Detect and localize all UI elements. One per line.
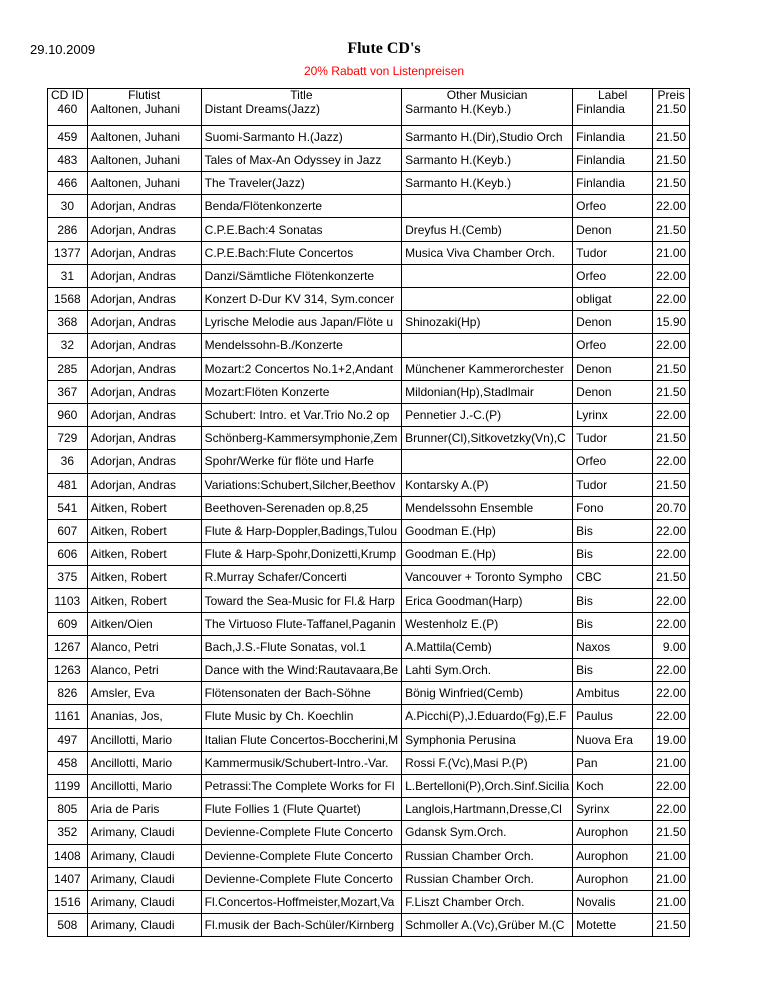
cell-flutist: Amsler, Eva — [87, 682, 201, 705]
report-date: 29.10.2009 — [30, 42, 96, 57]
table-row — [48, 635, 690, 658]
cell-cd-id: 31 — [48, 264, 88, 287]
cell-label: Bis — [573, 612, 653, 635]
cell-cd-id: 960 — [48, 403, 88, 426]
cell-flutist: Adorjan, Andras — [87, 473, 201, 496]
cell-cd-id: 459 — [48, 125, 88, 148]
cell-label: Novalis — [573, 890, 653, 913]
cell-flutist: Adorjan, Andras — [87, 288, 201, 311]
cell-other-musician: Musica Viva Chamber Orch. — [402, 241, 573, 264]
cell-label: Orfeo — [573, 334, 653, 357]
cell-cd-id: 466 — [48, 172, 88, 195]
table-row — [48, 890, 690, 913]
cell-flutist: Adorjan, Andras — [87, 450, 201, 473]
cell-label: Finlandia — [573, 148, 653, 171]
cell-label: Syrinx — [573, 798, 653, 821]
table-row — [48, 774, 690, 797]
cell-other-musician: Mildonian(Hp),Stadlmair — [402, 380, 573, 403]
cell-preis: 22.00 — [653, 659, 690, 682]
cell-other-musician: Gdansk Sym.Orch. — [402, 821, 573, 844]
cell-cd-id: 458 — [48, 751, 88, 774]
cell-preis: 19.00 — [653, 728, 690, 751]
cell-cd-id: 368 — [48, 311, 88, 334]
cell-cd-id: 460 — [48, 102, 88, 125]
cell-title: Mozart:Flöten Konzerte — [201, 380, 401, 403]
cell-preis: 21.50 — [653, 427, 690, 450]
cell-other-musician: Vancouver + Toronto Sympho — [402, 566, 573, 589]
cell-other-musician: Lahti Sym.Orch. — [402, 659, 573, 682]
cell-title: Italian Flute Concertos-Boccherini,M — [201, 728, 401, 751]
cell-flutist: Arimany, Claudi — [87, 821, 201, 844]
cell-flutist: Aaltonen, Juhani — [87, 148, 201, 171]
cell-flutist: Adorjan, Andras — [87, 334, 201, 357]
cell-title: The Virtuoso Flute-Taffanel,Paganin — [201, 612, 401, 635]
cell-preis: 22.00 — [653, 682, 690, 705]
cell-title: Benda/Flötenkonzerte — [201, 195, 401, 218]
cell-preis: 21.50 — [653, 218, 690, 241]
table-row — [48, 403, 690, 426]
cell-title: Flute & Harp-Spohr,Donizetti,Krump — [201, 543, 401, 566]
cell-flutist: Ananias, Jos, — [87, 705, 201, 728]
cell-other-musician — [402, 450, 573, 473]
cell-preis: 21.50 — [653, 172, 690, 195]
table-row — [48, 241, 690, 264]
table-row — [48, 288, 690, 311]
cell-other-musician: Sarmanto H.(Dir),Studio Orch — [402, 125, 573, 148]
cell-cd-id: 1516 — [48, 890, 88, 913]
cell-title: Bach,J.S.-Flute Sonatas, vol.1 — [201, 635, 401, 658]
cell-title: Flötensonaten der Bach-Söhne — [201, 682, 401, 705]
cell-preis: 22.00 — [653, 403, 690, 426]
cell-other-musician — [402, 288, 573, 311]
cell-cd-id: 352 — [48, 821, 88, 844]
cell-cd-id: 481 — [48, 473, 88, 496]
cell-cd-id: 1161 — [48, 705, 88, 728]
cell-other-musician: Münchener Kammerorchester — [402, 357, 573, 380]
cell-label: Denon — [573, 357, 653, 380]
cell-label: Finlandia — [573, 125, 653, 148]
cell-cd-id: 805 — [48, 798, 88, 821]
table-row — [48, 705, 690, 728]
cell-flutist: Arimany, Claudi — [87, 867, 201, 890]
cell-label: Paulus — [573, 705, 653, 728]
cell-cd-id: 1267 — [48, 635, 88, 658]
cell-other-musician: Sarmanto H.(Keyb.) — [402, 172, 573, 195]
cell-cd-id: 32 — [48, 334, 88, 357]
table-row — [48, 844, 690, 867]
table-header-row — [48, 89, 690, 103]
cell-flutist: Aitken, Robert — [87, 589, 201, 612]
cell-other-musician: Russian Chamber Orch. — [402, 844, 573, 867]
cell-other-musician: L.Bertelloni(P),Orch.Sinf.Sicilia — [402, 774, 573, 797]
table-row — [48, 751, 690, 774]
cell-cd-id: 375 — [48, 566, 88, 589]
table-row — [48, 612, 690, 635]
cell-other-musician: Erica Goodman(Harp) — [402, 589, 573, 612]
cell-flutist: Ancillotti, Mario — [87, 751, 201, 774]
table-row — [48, 172, 690, 195]
column-header-flutist: Flutist — [87, 89, 201, 103]
cell-preis: 21.50 — [653, 914, 690, 937]
cell-flutist: Arimany, Claudi — [87, 844, 201, 867]
cell-cd-id: 36 — [48, 450, 88, 473]
cell-title: Variations:Schubert,Silcher,Beethov — [201, 473, 401, 496]
cell-title: Lyrische Melodie aus Japan/Flöte u — [201, 311, 401, 334]
table-row — [48, 867, 690, 890]
cell-label: Naxos — [573, 635, 653, 658]
cell-title: Distant Dreams(Jazz) — [201, 102, 401, 125]
cell-cd-id: 1377 — [48, 241, 88, 264]
cell-label: Fono — [573, 496, 653, 519]
table-row — [48, 589, 690, 612]
cell-preis: 22.00 — [653, 705, 690, 728]
cell-label: Ambitus — [573, 682, 653, 705]
cell-flutist: Aaltonen, Juhani — [87, 125, 201, 148]
cell-label: Orfeo — [573, 264, 653, 287]
cell-preis: 22.00 — [653, 519, 690, 542]
cell-title: Flute & Harp-Doppler,Badings,Tulou — [201, 519, 401, 542]
discount-subtitle: 20% Rabatt von Listenpreisen — [303, 64, 465, 78]
cell-title: Dance with the Wind:Rautavaara,Be — [201, 659, 401, 682]
cell-cd-id: 286 — [48, 218, 88, 241]
cell-preis: 21.00 — [653, 890, 690, 913]
cell-preis: 22.00 — [653, 798, 690, 821]
table-row — [48, 659, 690, 682]
cell-title: Schubert: Intro. et Var.Trio No.2 op — [201, 403, 401, 426]
cell-other-musician: Kontarsky A.(P) — [402, 473, 573, 496]
table-row — [48, 218, 690, 241]
cell-flutist: Aaltonen, Juhani — [87, 172, 201, 195]
cell-cd-id: 1199 — [48, 774, 88, 797]
column-header-other-musician: Other Musician — [402, 89, 573, 103]
cell-title: C.P.E.Bach:Flute Concertos — [201, 241, 401, 264]
cell-other-musician: Brunner(Cl),Sitkovetzky(Vn),C — [402, 427, 573, 450]
cell-preis: 22.00 — [653, 774, 690, 797]
cell-cd-id: 541 — [48, 496, 88, 519]
cell-label: Orfeo — [573, 450, 653, 473]
cell-other-musician: Rossi F.(Vc),Masi P.(P) — [402, 751, 573, 774]
cell-other-musician: Westenholz E.(P) — [402, 612, 573, 635]
cell-title: Flute Follies 1 (Flute Quartet) — [201, 798, 401, 821]
cell-cd-id: 1408 — [48, 844, 88, 867]
cell-title: Devienne-Complete Flute Concerto — [201, 821, 401, 844]
cell-label: Aurophon — [573, 821, 653, 844]
cell-label: Bis — [573, 659, 653, 682]
cell-other-musician: Langlois,Hartmann,Dresse,Cl — [402, 798, 573, 821]
cell-label: Bis — [573, 589, 653, 612]
cell-title: Mendelssohn-B./Konzerte — [201, 334, 401, 357]
column-header-cd-id: CD ID — [48, 89, 88, 103]
cell-title: Danzi/Sämtliche Flötenkonzerte — [201, 264, 401, 287]
cell-title: Petrassi:The Complete Works for Fl — [201, 774, 401, 797]
cell-cd-id: 367 — [48, 380, 88, 403]
cell-preis: 22.00 — [653, 264, 690, 287]
cell-other-musician: Sarmanto H.(Keyb.) — [402, 102, 573, 125]
table-row — [48, 357, 690, 380]
table-row — [48, 195, 690, 218]
cell-preis: 21.50 — [653, 125, 690, 148]
cell-title: Schönberg-Kammersymphonie,Zem — [201, 427, 401, 450]
cell-cd-id: 497 — [48, 728, 88, 751]
cell-cd-id: 1407 — [48, 867, 88, 890]
cell-other-musician: Pennetier J.-C.(P) — [402, 403, 573, 426]
cell-label: CBC — [573, 566, 653, 589]
cell-preis: 21.00 — [653, 844, 690, 867]
cell-title: Tales of Max-An Odyssey in Jazz — [201, 148, 401, 171]
table-row — [48, 473, 690, 496]
cell-preis: 22.00 — [653, 450, 690, 473]
cell-title: Spohr/Werke für flöte und Harfe — [201, 450, 401, 473]
cell-preis: 21.50 — [653, 473, 690, 496]
page-title: Flute CD's — [347, 40, 421, 57]
table-row — [48, 450, 690, 473]
cell-preis: 9.00 — [653, 635, 690, 658]
table-row — [48, 427, 690, 450]
cell-title: Flute Music by Ch. Koechlin — [201, 705, 401, 728]
cell-label: Finlandia — [573, 172, 653, 195]
table-row — [48, 798, 690, 821]
cell-label: Denon — [573, 218, 653, 241]
cell-label: Finlandia — [573, 102, 653, 125]
cell-label: Tudor — [573, 473, 653, 496]
cell-flutist: Aitken, Robert — [87, 543, 201, 566]
cell-flutist: Ancillotti, Mario — [87, 728, 201, 751]
cell-label: Lyrinx — [573, 403, 653, 426]
table-row — [48, 125, 690, 148]
cell-preis: 21.50 — [653, 821, 690, 844]
cell-preis: 22.00 — [653, 288, 690, 311]
cell-title: Fl.Concertos-Hoffmeister,Mozart,Va — [201, 890, 401, 913]
cell-preis: 20.70 — [653, 496, 690, 519]
cell-title: Suomi-Sarmanto H.(Jazz) — [201, 125, 401, 148]
cell-title: R.Murray Schafer/Concerti — [201, 566, 401, 589]
table-row — [48, 496, 690, 519]
cell-preis: 21.50 — [653, 357, 690, 380]
cell-cd-id: 285 — [48, 357, 88, 380]
table-row — [48, 543, 690, 566]
cell-other-musician: Bönig Winfried(Cemb) — [402, 682, 573, 705]
cell-preis: 15.90 — [653, 311, 690, 334]
cell-other-musician: F.Liszt Chamber Orch. — [402, 890, 573, 913]
table-row — [48, 682, 690, 705]
cell-flutist: Ancillotti, Mario — [87, 774, 201, 797]
cell-other-musician: Mendelssohn Ensemble — [402, 496, 573, 519]
cell-label: obligat — [573, 288, 653, 311]
column-header-preis: Preis — [653, 89, 690, 103]
cell-title: Kammermusik/Schubert-Intro.-Var. — [201, 751, 401, 774]
cell-label: Bis — [573, 543, 653, 566]
table-body — [48, 102, 690, 937]
cell-preis: 21.00 — [653, 867, 690, 890]
cell-flutist: Aitken, Robert — [87, 566, 201, 589]
cell-label: Denon — [573, 380, 653, 403]
cell-other-musician: Goodman E.(Hp) — [402, 543, 573, 566]
table-row — [48, 566, 690, 589]
cell-flutist: Adorjan, Andras — [87, 311, 201, 334]
cell-cd-id: 1568 — [48, 288, 88, 311]
cell-title: Mozart:2 Concertos No.1+2,Andant — [201, 357, 401, 380]
cell-flutist: Aaltonen, Juhani — [87, 102, 201, 125]
table-row — [48, 380, 690, 403]
cell-other-musician: A.Picchi(P),J.Eduardo(Fg),E.F — [402, 705, 573, 728]
cell-title: Devienne-Complete Flute Concerto — [201, 867, 401, 890]
cell-title: Devienne-Complete Flute Concerto — [201, 844, 401, 867]
cell-flutist: Alanco, Petri — [87, 659, 201, 682]
cell-title: Toward the Sea-Music for Fl.& Harp — [201, 589, 401, 612]
cell-flutist: Aitken/Oien — [87, 612, 201, 635]
cell-preis: 21.50 — [653, 102, 690, 125]
cell-other-musician: Symphonia Perusina — [402, 728, 573, 751]
cell-preis: 22.00 — [653, 334, 690, 357]
cell-preis: 21.00 — [653, 751, 690, 774]
table-row — [48, 914, 690, 937]
cell-flutist: Adorjan, Andras — [87, 195, 201, 218]
cell-label: Nuova Era — [573, 728, 653, 751]
cell-label: Orfeo — [573, 195, 653, 218]
cell-title: C.P.E.Bach:4 Sonatas — [201, 218, 401, 241]
cell-label: Tudor — [573, 427, 653, 450]
cell-cd-id: 606 — [48, 543, 88, 566]
cell-cd-id: 508 — [48, 914, 88, 937]
cell-flutist: Adorjan, Andras — [87, 241, 201, 264]
cell-flutist: Adorjan, Andras — [87, 403, 201, 426]
cell-cd-id: 729 — [48, 427, 88, 450]
cell-preis: 22.00 — [653, 543, 690, 566]
cell-other-musician: Shinozaki(Hp) — [402, 311, 573, 334]
cell-other-musician: Russian Chamber Orch. — [402, 867, 573, 890]
cell-other-musician: A.Mattila(Cemb) — [402, 635, 573, 658]
cell-cd-id: 826 — [48, 682, 88, 705]
cell-label: Denon — [573, 311, 653, 334]
table-row — [48, 334, 690, 357]
table-row — [48, 728, 690, 751]
cell-flutist: Aitken, Robert — [87, 496, 201, 519]
cell-cd-id: 1103 — [48, 589, 88, 612]
cell-flutist: Adorjan, Andras — [87, 357, 201, 380]
table-row — [48, 148, 690, 171]
cell-label: Pan — [573, 751, 653, 774]
cell-label: Aurophon — [573, 844, 653, 867]
cell-other-musician: Goodman E.(Hp) — [402, 519, 573, 542]
cell-flutist: Adorjan, Andras — [87, 218, 201, 241]
cell-cd-id: 483 — [48, 148, 88, 171]
cell-other-musician: Schmoller A.(Vc),Grüber M.(C — [402, 914, 573, 937]
cell-other-musician — [402, 195, 573, 218]
cell-preis: 21.50 — [653, 566, 690, 589]
table-row — [48, 102, 690, 125]
cell-label: Tudor — [573, 241, 653, 264]
cell-preis: 21.50 — [653, 148, 690, 171]
cell-label: Aurophon — [573, 867, 653, 890]
cell-cd-id: 30 — [48, 195, 88, 218]
cell-label: Bis — [573, 519, 653, 542]
cell-preis: 22.00 — [653, 589, 690, 612]
cell-flutist: Arimany, Claudi — [87, 890, 201, 913]
cell-cd-id: 607 — [48, 519, 88, 542]
cell-flutist: Arimany, Claudi — [87, 914, 201, 937]
cell-flutist: Aitken, Robert — [87, 519, 201, 542]
column-header-label: Label — [573, 89, 653, 103]
cell-preis: 21.00 — [653, 241, 690, 264]
cell-preis: 22.00 — [653, 195, 690, 218]
table-row — [48, 264, 690, 287]
cell-title: The Traveler(Jazz) — [201, 172, 401, 195]
cell-flutist: Adorjan, Andras — [87, 264, 201, 287]
cell-label: Koch — [573, 774, 653, 797]
cell-title: Fl.musik der Bach-Schüler/Kirnberg — [201, 914, 401, 937]
cell-preis: 22.00 — [653, 612, 690, 635]
cell-other-musician: Dreyfus H.(Cemb) — [402, 218, 573, 241]
cell-title: Konzert D-Dur KV 314, Sym.concer — [201, 288, 401, 311]
cell-flutist: Aria de Paris — [87, 798, 201, 821]
cell-cd-id: 609 — [48, 612, 88, 635]
cell-other-musician — [402, 334, 573, 357]
cell-preis: 21.50 — [653, 380, 690, 403]
cell-cd-id: 1263 — [48, 659, 88, 682]
cell-flutist: Adorjan, Andras — [87, 380, 201, 403]
cell-flutist: Adorjan, Andras — [87, 427, 201, 450]
table-row — [48, 519, 690, 542]
cell-other-musician: Sarmanto H.(Keyb.) — [402, 148, 573, 171]
table-row — [48, 821, 690, 844]
table-row — [48, 311, 690, 334]
cell-flutist: Alanco, Petri — [87, 635, 201, 658]
cell-other-musician — [402, 264, 573, 287]
cell-title: Beethoven-Serenaden op.8,25 — [201, 496, 401, 519]
cd-table — [47, 88, 690, 937]
column-header-title: Title — [201, 89, 401, 103]
cell-label: Motette — [573, 914, 653, 937]
